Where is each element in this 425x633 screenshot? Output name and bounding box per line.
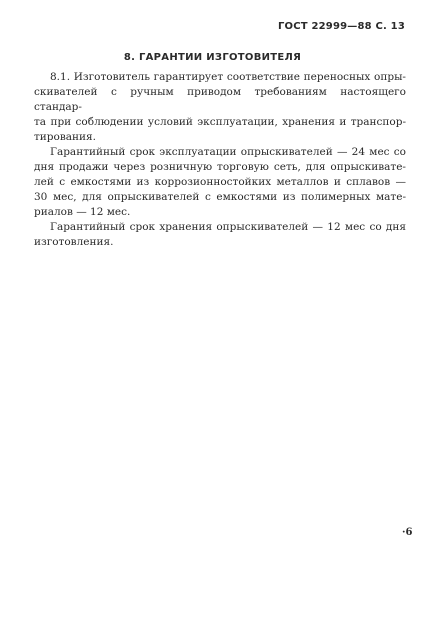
paragraph-warranty-conformity [34, 70, 406, 145]
section-title: 8. ГАРАНТИИ ИЗГОТОВИТЕЛЯ [123, 52, 302, 63]
text-line: изготовления. [34, 236, 114, 248]
text-line: 30 мес, для опрыскивателей с емкостями из полимерных мате- [34, 191, 406, 203]
text-line: Гарантийный срок хранения опрыскивателей — 12 мес со дня [50, 221, 406, 233]
text-line: 8.1. Изготовитель гарантирует соответствие переносных опры- [50, 71, 406, 83]
running-header: ГОСТ 22999—88 С. 13 [277, 21, 405, 32]
text-line: тирования. [34, 131, 96, 143]
text-line: та при соблюдении условий эксплуатации, хранения и транспор- [34, 116, 406, 128]
text-line: лей с емкостями из коррозионностойких металлов и сплавов — [34, 176, 406, 188]
body-text [34, 70, 406, 250]
text-line: дня продажи через розничную торговую сеть, для опрыскивате- [34, 161, 406, 173]
text-line: скивателей с ручным приводом требованиям настоящего стандар- [34, 86, 406, 113]
paragraph-storage-warranty [34, 220, 406, 250]
text-line: риалов — 12 мес. [34, 206, 131, 218]
page-mark: ·6 [402, 527, 413, 538]
text-line: Гарантийный срок эксплуатации опрыскивателей — 24 мес со [50, 146, 406, 158]
paragraph-operation-warranty [34, 145, 406, 220]
